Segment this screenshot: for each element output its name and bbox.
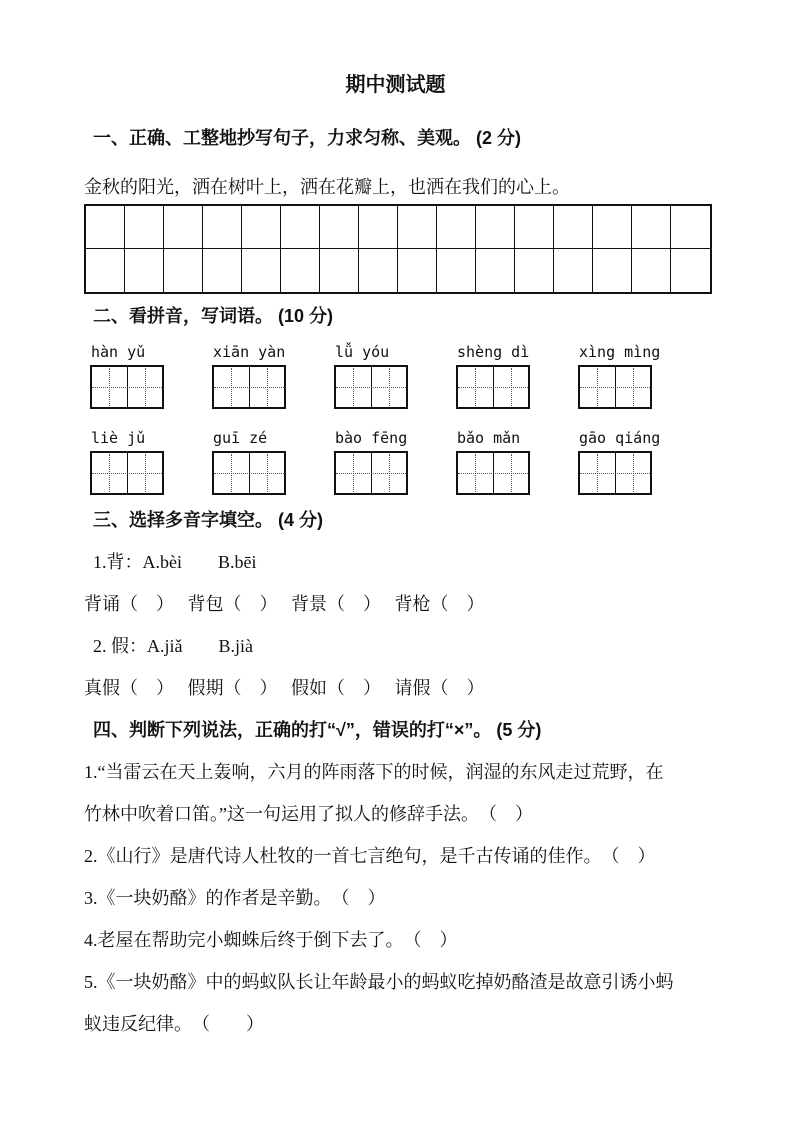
pinyin-group (90, 428, 164, 495)
pinyin-label: liè jǔ (91, 429, 146, 447)
pinyin-group (90, 342, 164, 409)
judge-question-5-line-2[interactable]: 蚁违反纪律。 （ ） (84, 1014, 264, 1034)
copy-grid-cell[interactable] (476, 206, 515, 249)
polyphone-prompt-2: 2. 假：A.jiǎ B.jià (93, 636, 253, 656)
pinyin-group (456, 342, 530, 409)
copy-sentence: 金秋的阳光，洒在树叶上，洒在花瓣上，也洒在我们的心上。 (84, 177, 570, 197)
page-title: 期中测试题 (345, 74, 446, 96)
copy-grid-cell[interactable] (671, 249, 710, 292)
copy-grid-cell[interactable] (515, 206, 554, 249)
judge-question-3[interactable]: 3.《一块奶酪》的作者是辛勤。 （ ） (84, 888, 386, 908)
pinyin-writing-cell[interactable] (127, 453, 163, 493)
pinyin-writing-box[interactable] (212, 451, 286, 495)
pinyin-writing-box[interactable] (212, 365, 286, 409)
pinyin-label: guī zé (213, 429, 268, 447)
pinyin-group (334, 342, 408, 409)
pinyin-label: bào fēng (335, 429, 408, 447)
pinyin-writing-cell[interactable] (615, 453, 651, 493)
pinyin-writing-cell[interactable] (493, 453, 529, 493)
copy-grid-cell[interactable] (593, 249, 632, 292)
section-three-heading: 三、选择多音字填空。 (4 分) (93, 510, 323, 530)
pinyin-writing-cell[interactable] (458, 367, 493, 407)
copy-grid-cell[interactable] (437, 249, 476, 292)
pinyin-writing-box[interactable] (90, 451, 164, 495)
judge-question-5-line-1: 5.《一块奶酪》中的蚂蚁队长让年龄最小的蚂蚁吃掉奶酪渣是故意引诱小蚂 (84, 972, 674, 992)
pinyin-writing-cell[interactable] (127, 367, 163, 407)
pinyin-writing-cell[interactable] (214, 453, 249, 493)
pinyin-writing-cell[interactable] (371, 367, 407, 407)
judge-question-1-line-2[interactable]: 竹林中吹着口笛。”这一句运用了拟人的修辞手法。 （ ） (84, 804, 533, 824)
pinyin-group (212, 342, 286, 409)
copy-grid-cell[interactable] (86, 249, 125, 292)
pinyin-row-2 (84, 428, 707, 495)
pinyin-writing-cell[interactable] (249, 453, 285, 493)
copy-grid-cell[interactable] (164, 249, 203, 292)
copy-grid-cell[interactable] (125, 249, 164, 292)
pinyin-group (578, 342, 660, 409)
polyphone-blanks-1[interactable]: 背诵（ ） 背包（ ） 背景（ ） 背枪（ ） (84, 594, 485, 614)
pinyin-writing-cell[interactable] (92, 367, 127, 407)
pinyin-label: gāo qiáng (579, 429, 661, 447)
copy-grid[interactable] (84, 204, 712, 294)
copy-grid-cell[interactable] (398, 249, 437, 292)
copy-grid-cell[interactable] (242, 206, 281, 249)
copy-grid-cell[interactable] (632, 249, 671, 292)
pinyin-writing-cell[interactable] (580, 367, 615, 407)
pinyin-writing-cell[interactable] (336, 367, 371, 407)
copy-grid-cell[interactable] (632, 206, 671, 249)
pinyin-writing-cell[interactable] (92, 453, 127, 493)
copy-grid-cell[interactable] (320, 206, 359, 249)
copy-grid-cell[interactable] (320, 249, 359, 292)
pinyin-label: xìng mìng (579, 343, 661, 361)
copy-grid-cell[interactable] (515, 249, 554, 292)
copy-grid-cell[interactable] (242, 249, 281, 292)
pinyin-row-1 (84, 342, 707, 409)
section-two-heading: 二、看拼音，写词语。 (10 分) (93, 306, 334, 326)
pinyin-label: shèng dì (457, 343, 530, 361)
copy-grid-cell[interactable] (437, 206, 476, 249)
copy-grid-cell[interactable] (164, 206, 203, 249)
pinyin-writing-box[interactable] (578, 365, 652, 409)
pinyin-label: bǎo mǎn (457, 429, 521, 447)
pinyin-writing-box[interactable] (456, 451, 530, 495)
pinyin-writing-cell[interactable] (336, 453, 371, 493)
copy-grid-cell[interactable] (203, 206, 242, 249)
copy-grid-cell[interactable] (359, 249, 398, 292)
pinyin-writing-cell[interactable] (214, 367, 249, 407)
pinyin-writing-cell[interactable] (615, 367, 651, 407)
pinyin-writing-cell[interactable] (458, 453, 493, 493)
copy-grid-cell[interactable] (281, 206, 320, 249)
pinyin-group (456, 428, 530, 495)
copy-grid-cell[interactable] (593, 206, 632, 249)
copy-grid-cell[interactable] (671, 206, 710, 249)
pinyin-label: hàn yǔ (91, 343, 146, 361)
pinyin-writing-cell[interactable] (371, 453, 407, 493)
judge-question-1-line-1: 1.“当雷云在天上轰响，六月的阵雨落下的时候，润湿的东风走过荒野，在 (84, 762, 664, 782)
copy-grid-cell[interactable] (281, 249, 320, 292)
section-four-heading: 四、判断下列说法，正确的打“√”，错误的打“×”。 (5 分) (93, 720, 542, 740)
copy-grid-cell[interactable] (125, 206, 164, 249)
polyphone-blanks-2[interactable]: 真假（ ） 假期（ ） 假如（ ） 请假（ ） (84, 678, 485, 698)
section-one-heading: 一、正确、工整地抄写句子，力求匀称、美观。 (2 分) (93, 128, 521, 148)
polyphone-prompt-1: 1.背：A.bèi B.bēi (93, 552, 257, 572)
copy-grid-cell[interactable] (86, 206, 125, 249)
pinyin-group (578, 428, 660, 495)
pinyin-label: lǚ yóu (335, 343, 390, 361)
copy-grid-cell[interactable] (554, 206, 593, 249)
pinyin-writing-cell[interactable] (249, 367, 285, 407)
pinyin-writing-box[interactable] (456, 365, 530, 409)
pinyin-group (212, 428, 286, 495)
copy-grid-cell[interactable] (359, 206, 398, 249)
pinyin-writing-box[interactable] (334, 451, 408, 495)
pinyin-label: xiān yàn (213, 343, 286, 361)
judge-question-4[interactable]: 4.老屋在帮助完小蜘蛛后终于倒下去了。 （ ） (84, 930, 458, 950)
pinyin-writing-box[interactable] (334, 365, 408, 409)
copy-grid-cell[interactable] (398, 206, 437, 249)
pinyin-group (334, 428, 408, 495)
pinyin-writing-box[interactable] (578, 451, 652, 495)
copy-grid-cell[interactable] (476, 249, 515, 292)
copy-grid-cell[interactable] (554, 249, 593, 292)
judge-question-2[interactable]: 2.《山行》是唐代诗人杜牧的一首七言绝句，是千古传诵的佳作。 （ ） (84, 846, 656, 866)
pinyin-writing-cell[interactable] (580, 453, 615, 493)
pinyin-writing-cell[interactable] (493, 367, 529, 407)
pinyin-writing-box[interactable] (90, 365, 164, 409)
copy-grid-cell[interactable] (203, 249, 242, 292)
